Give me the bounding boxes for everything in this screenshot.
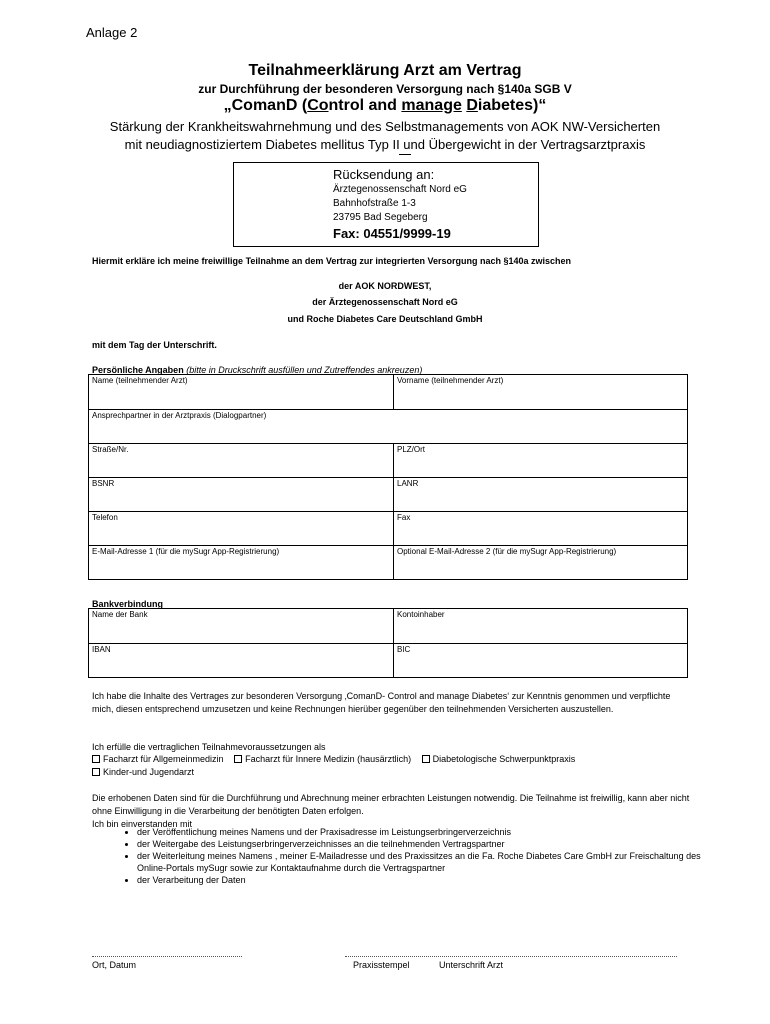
party-aok: der AOK NORDWEST, [338,281,432,291]
bank-data-table [88,608,688,678]
consent-item: • der Weitergabe des Leistungserbringerverzeichnisses an die teilnehmenden Vertragspartner [137,838,717,850]
party-roche: und Roche Diabetes Care Deutschland GmbH [287,314,483,324]
option-general-practice[interactable]: Facharzt für Allgemeinmedizin [92,754,224,764]
consent-item: • der Weiterleitung meines Namens , meiner E-Mailadresse und des Praxissitzes an die Fa. Roche Diabetes Care GmbH zur Freischaltung des Online-Portals mySugr sowie zur Kontaktaufnahme durch die Vertragspartner [137,850,717,874]
personal-section-heading: Persönliche Angaben (bitte in Druckschrift ausfüllen und Zutreffendes ankreuzen) [92,365,423,375]
email2-field[interactable]: Optional E-Mail-Adresse 2 (für die mySugr App-Registrierung) [394,546,688,580]
street-field[interactable]: Straße/Nr. [89,444,394,478]
checkbox-icon[interactable] [234,755,242,763]
consent-item: • der Verarbeitung der Daten [137,874,717,886]
requirements-intro: Ich erfülle die vertraglichen Teilnahmevoraussetzungen als [92,742,326,752]
stamp-signature-line[interactable] [345,956,677,957]
place-date-line[interactable] [92,956,242,957]
checkbox-icon[interactable] [92,768,100,776]
email1-field[interactable]: E-Mail-Adresse 1 (für die mySugr App-Registrierung) [89,546,394,580]
option-pediatrics[interactable]: Kinder-und Jugendarzt [92,767,194,777]
annex-label: Anlage 2 [86,25,138,40]
declaration-effective: mit dem Tag der Unterschrift. [92,340,217,350]
iban-field[interactable]: IBAN [89,644,394,678]
document-subtitle: zur Durchführung der besonderen Versorgung nach §140a SGB V [198,82,572,96]
option-diabetology[interactable]: Diabetologische Schwerpunktpraxis [422,754,576,764]
place-date-label: Ort, Datum [92,960,137,970]
practice-stamp-label: Praxisstempel [353,960,410,970]
consent-list [92,826,717,886]
checkbox-icon[interactable] [422,755,430,763]
zip-city-field[interactable]: PLZ/Ort [394,444,688,478]
program-name: „ComanD (Control and manage Diabetes)“ [223,97,547,114]
divider [399,154,411,155]
doctor-signature-label: Unterschrift Arzt [439,960,504,970]
party-aegnord: der Ärztegenossenschaft Nord eG [312,297,458,307]
checkbox-icon[interactable] [92,755,100,763]
option-internal-medicine[interactable]: Facharzt für Innere Medizin (hausärztlich) [234,754,411,764]
return-line: Ärztegenossenschaft Nord eG [333,184,467,195]
data-consent-text: Die erhobenen Daten sind für die Durchführung und Abrechnung meiner erbrachten Leistungen notwendig. Die Teilnahme ist freiwillig, kann aber nicht ohne Einwilligung in die Verarbeitung der benötigten Daten erfolgen. Ich bin einverstanden mit [92,793,690,829]
return-line: Bahnhofstraße 1-3 [333,198,416,209]
bank-name-field[interactable]: Name der Bank [89,609,394,644]
phone-field[interactable]: Telefon [89,512,394,546]
return-heading: Rücksendung an: [333,167,435,182]
consent-item: • der Veröffentlichung meines Namens und der Praxisadresse im Leistungserbringerverzeichnis [137,826,717,838]
contact-person-field[interactable]: Ansprechpartner in der Arztpraxis (Dialogpartner) [89,410,688,444]
bank-section-heading: Bankverbindung [92,599,164,609]
commitment-text: Ich habe die Inhalte des Vertrages zur besonderen Versorgung ‚ComanD- Control and manage Diabetes‘ zur Kenntnis genommen und verpflichte mich, diesen entsprechend umzusetzen und keine Rechnungen hierüber gegenüber den teilnehmenden Versicherten auszustellen. [92,691,671,714]
requirements-options-row [92,766,202,779]
account-holder-field[interactable]: Kontoinhaber [394,609,688,644]
program-description: Stärkung der Krankheitswahrnehmung und des Selbstmanagements von AOK NW-Versicherten mit neudiagnostiziertem Diabetes mellitus Typ II und Übergewicht in der Vertragsarztpraxis [109,119,661,152]
declaration-intro: Hiermit erkläre ich meine freiwillige Teilnahme an dem Vertrag zur integrierten Versorgung nach §140a zwischen [92,256,571,266]
return-fax: Fax: 04551/9999-19 [333,226,451,241]
name-field[interactable]: Name (teilnehmender Arzt) [89,375,394,410]
document-title: Teilnahmeerklärung Arzt am Vertrag [248,62,522,79]
personal-data-table [88,374,688,580]
bsnr-field[interactable]: BSNR [89,478,394,512]
firstname-field[interactable]: Vorname (teilnehmender Arzt) [394,375,688,410]
lanr-field[interactable]: LANR [394,478,688,512]
requirements-options-row [92,753,583,766]
return-address-box [233,162,539,247]
fax-field[interactable]: Fax [394,512,688,546]
bic-field[interactable]: BIC [394,644,688,678]
return-line: 23795 Bad Segeberg [333,212,428,223]
